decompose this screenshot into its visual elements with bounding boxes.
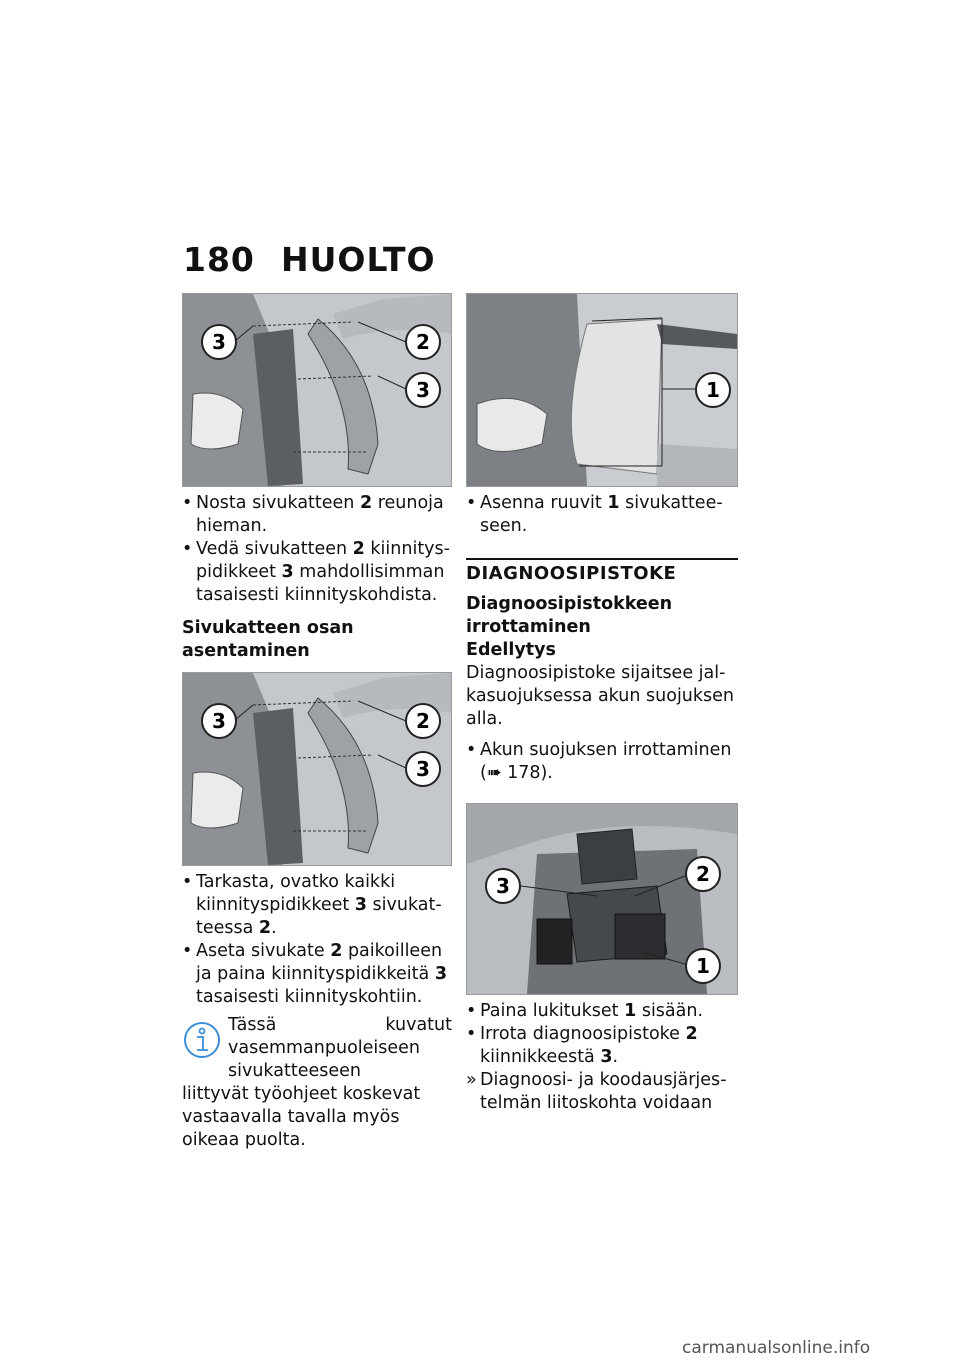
callout-2 [406,325,440,359]
info-icon [182,1020,222,1060]
callout-1 [686,949,720,983]
page-ref[interactable]: 178 [507,763,541,783]
svg-text:2: 2 [416,330,430,354]
result-text: » Diagnoosi- ja koodausjärjestelmän liitoskohta voidaan [466,1070,727,1113]
figure-diagnostic-plug [466,803,738,995]
svg-text:3: 3 [416,757,430,781]
side-panel-screws-illustration [467,294,737,486]
chapter-title: HUOLTO [281,240,436,279]
side-panel-install-illustration [183,673,451,865]
figure-side-panel-install [182,672,452,866]
callout-3 [486,869,520,903]
callout-2 [686,857,720,891]
callout-3-right [406,373,440,407]
step-pull-clips: • Vedä sivukatteen 2 kiinnityspidikkeet 3 mahdollisimman tasaisesti kiinnityskohdista. [182,539,450,605]
page-header [183,240,436,279]
right-column [466,293,738,1115]
svg-text:3: 3 [212,709,226,733]
side-panel-illustration [183,294,451,486]
requirement-label: Edellytys [466,640,556,660]
requirement-text: Diagnoosipistoke sijaitsee jalkasuojuksessa akun suojuksen alla. [466,663,735,729]
figure-side-panel-removal [182,293,452,487]
callout-3-left [202,325,236,359]
svg-text:3: 3 [496,874,510,898]
note-line-1: Tässä kuvatut vasemmanpuoleiseen sivukatteeseen [228,1015,452,1081]
step-press-locks: • Paina lukitukset 1 sisään. [466,1001,704,1021]
diagnostic-plug-illustration [467,804,737,994]
step-place-panel: • Aseta sivukate 2 paikoilleen ja paina kiinnityspidikkeitä 3 tasaisesti kiinnityskohtiin. [182,941,448,1007]
left-column [182,293,452,1152]
page-number: 180 [183,240,255,279]
step-lift-panel: • Nosta sivukatteen 2 reunoja hieman. [182,493,444,536]
figure-side-panel-screws [466,293,738,487]
svg-text:1: 1 [696,954,710,978]
step-check-clips: • Tarkasta, ovatko kaikki kiinnityspidikkeet 3 sivukatteessa 2. [182,872,442,938]
note-line-2: liittyvät työohjeet koskevat vastaavalla tavalla myös oikeaa puolta. [182,1084,421,1150]
callout-2 [406,704,440,738]
watermark: carmanualsonline.info [682,1338,871,1358]
svg-text:2: 2 [696,862,710,886]
step-detach-plug: • Irrota diagnoosipistoke 2 kiinnikkeestä 3. [466,1024,698,1067]
callout-3-left [202,704,236,738]
subheading-install: Sivukatteen osan asentaminen [182,618,354,661]
step-remove-battery-cover: • Akun suojuksen irrottaminen (➠ 178). [466,740,732,783]
section-title: DIAGNOOSIPISTOKE [466,563,677,584]
page-ref-arrow-icon: ➠ [486,763,502,783]
callout-3-right [406,752,440,786]
subsection-title: Diagnoosipistokkeen irrottaminen [466,594,673,637]
step-install-screws: • Asenna ruuvit 1 sivukatteeseen. [466,493,723,536]
callout-1 [696,373,730,407]
svg-text:3: 3 [212,330,226,354]
svg-text:2: 2 [416,709,430,733]
info-note [182,1014,452,1152]
svg-text:1: 1 [706,378,720,402]
svg-text:3: 3 [416,378,430,402]
